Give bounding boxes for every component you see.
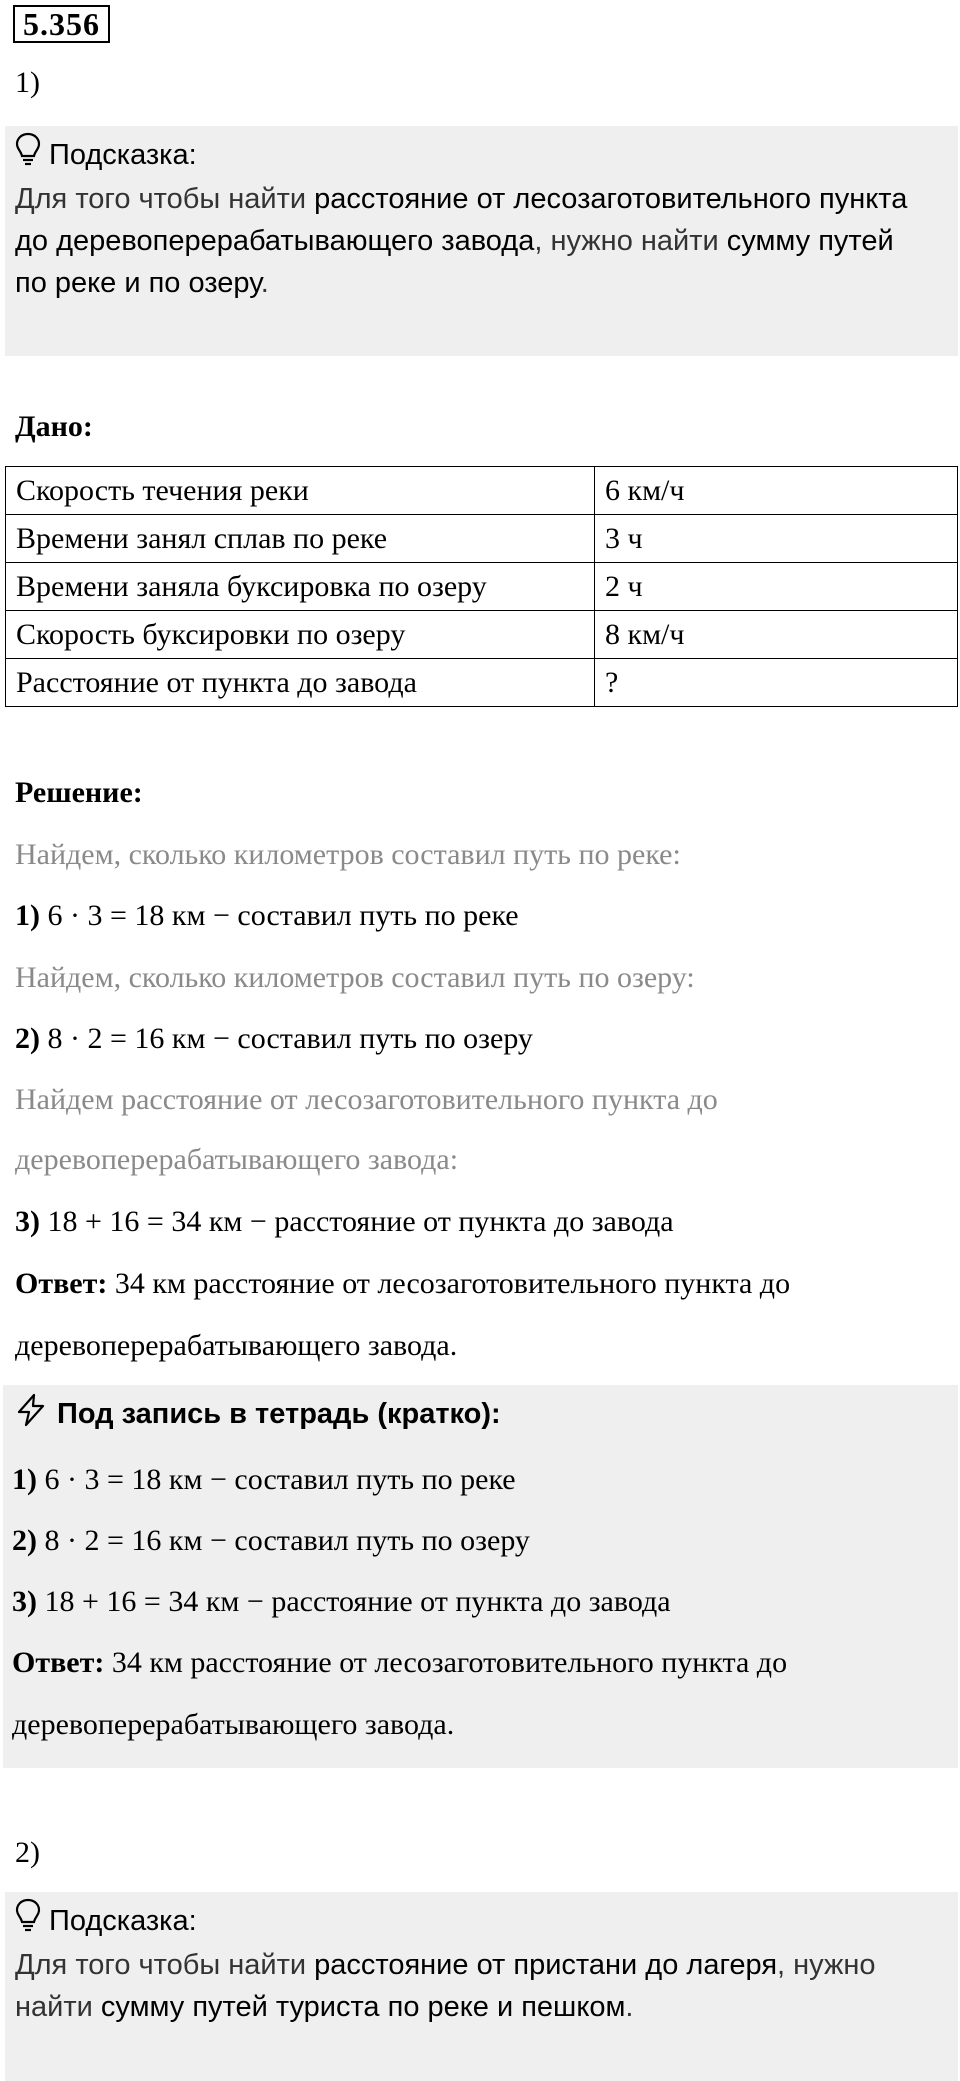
solution-note: деревоперерабатывающего завода: xyxy=(15,1143,459,1176)
solution-title: Решение: xyxy=(15,776,143,809)
table-row xyxy=(6,563,958,611)
solution-step: 1) 6 · 3 = 18 км − составил путь по реке xyxy=(15,899,519,932)
lightbulb-icon xyxy=(15,132,41,178)
short-step: 3) 18 + 16 = 34 км − расстояние от пункта до завода xyxy=(12,1585,671,1618)
solution-note: Найдем расстояние от лесозаготовительного пункта до xyxy=(15,1083,718,1116)
short-notes-title: Под запись в тетрадь (кратко): xyxy=(57,1397,501,1430)
given-title: Дано: xyxy=(15,410,93,443)
table-cell: Времени занял сплав по реке xyxy=(6,515,595,563)
table-cell: 8 км/ч xyxy=(595,611,958,659)
solution-step: 3) 18 + 16 = 34 км − расстояние от пункта до завода xyxy=(15,1205,674,1238)
table-cell: Скорость буксировки по озеру xyxy=(6,611,595,659)
solution-note: Найдем, сколько километров составил путь по озеру: xyxy=(15,961,695,994)
table-cell: 2 ч xyxy=(595,563,958,611)
hint-highlight: расстояние от лесозаготовительного пункта до деревоперерабатывающего завода xyxy=(15,183,908,257)
table-row xyxy=(6,467,958,515)
hint-highlight: расстояние от пристани до лагеря xyxy=(314,1949,778,1981)
answer-line: Ответ: 34 км расстояние от лесозаготовительного пункта до xyxy=(15,1267,791,1300)
hint-title: Подсказка: xyxy=(49,1905,197,1937)
solution-step: 2) 8 · 2 = 16 км − составил путь по озеру xyxy=(15,1022,533,1055)
answer-line: деревоперерабатывающего завода. xyxy=(15,1329,458,1362)
hint-highlight: сумму путей по реке и по озеру xyxy=(15,225,894,299)
lightbulb-icon xyxy=(15,1898,41,1944)
table-row xyxy=(6,659,958,707)
short-step: 2) 8 · 2 = 16 км − составил путь по озеру xyxy=(12,1524,530,1557)
hint-text: Для того чтобы найти расстояние от пристани до лагеря, нужно найти сумму путей туриста по реке и пешком. xyxy=(15,1949,876,2023)
hint-highlight: сумму путей туриста по реке и пешком xyxy=(100,1991,626,2023)
hint-box-2 xyxy=(5,1892,958,2081)
short-answer: Ответ: 34 км расстояние от лесозаготовительного пункта до xyxy=(12,1646,788,1679)
hint-title-row xyxy=(15,1898,948,1944)
short-notes-title-row xyxy=(15,1393,501,1435)
table-cell: Времени заняла буксировка по озеру xyxy=(6,563,595,611)
hint-box-1 xyxy=(5,126,958,356)
short-answer: деревоперерабатывающего завода. xyxy=(12,1708,455,1741)
part-1-label: 1) xyxy=(15,66,40,99)
solution-note: Найдем, сколько километров составил путь по реке: xyxy=(15,838,681,871)
task-number: 5.356 xyxy=(13,5,110,43)
table-cell: 3 ч xyxy=(595,515,958,563)
table-cell: Скорость течения реки xyxy=(6,467,595,515)
table-row xyxy=(6,515,958,563)
given-table xyxy=(5,466,958,707)
part-2-label: 2) xyxy=(15,1836,40,1869)
table-row xyxy=(6,611,958,659)
short-step: 1) 6 · 3 = 18 км − составил путь по реке xyxy=(12,1463,516,1496)
table-cell: 6 км/ч xyxy=(595,467,958,515)
hint-title: Подсказка: xyxy=(49,139,197,171)
lightning-icon xyxy=(15,1393,47,1435)
table-cell: ? xyxy=(595,659,958,707)
hint-title-row xyxy=(15,132,948,178)
hint-text: Для того чтобы найти расстояние от лесозаготовительного пункта до деревоперерабатывающего завода, нужно найти сумму путей по реке и по озеру. xyxy=(15,183,908,299)
table-cell: Расстояние от пункта до завода xyxy=(6,659,595,707)
